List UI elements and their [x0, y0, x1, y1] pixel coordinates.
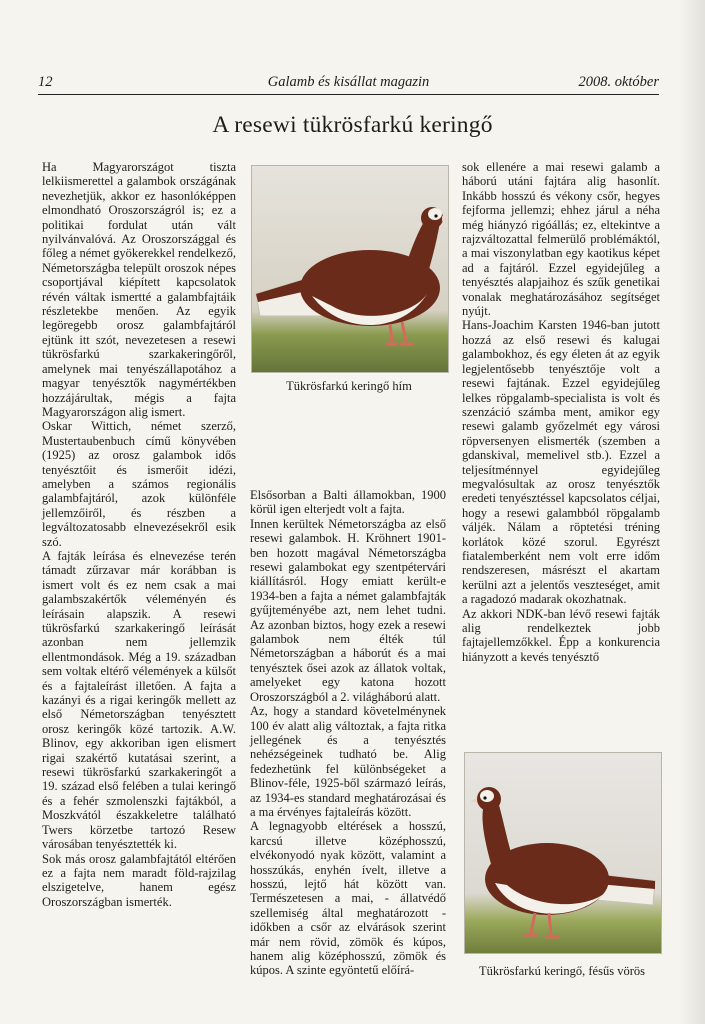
article-title: A resewi tükrösfarkú keringő: [212, 112, 493, 138]
paragraph: A fajták leírása és elnevezése terén támadt zűrzavar már korábban is ismert volt és ez nem csak a mai galambszakértők véleményén és leírásain alapszik. A resewi tükrösfarkú szarkakeringő leírását azonban nem jellemzik ellentmondások. Még a 19. században sem voltak eltérő vélemények a külsőt és a fajtaleírást illetően. A fajta a kazányi és a rigai keringők mellett az első Németországban tenyésztett orosz keringők közé tartozik. A.W. Blinov, egy akkoriban igen elismert rigai szakértő kutatásai szerint, a resewi tükrösfarkú szarkakeringőt a 19. század első felében a tulai keringő és a fehér szmolenszki fajtákból, a Moszkvától északkeletre található Twers körzetbe tartozó Resew városában tenyésztették ki.: [42, 548, 236, 852]
page-edge-shadow: [679, 0, 705, 1024]
pigeon-photo-1: [251, 165, 449, 373]
page-number: 12: [38, 74, 53, 90]
text-column-3: [462, 160, 660, 664]
photo-caption-2: Tükrösfarkú keringő, fésűs vörös: [479, 964, 645, 978]
pigeon-photo-2: [464, 752, 662, 954]
running-header: [38, 72, 659, 95]
paragraph: Az akkori NDK-ban lévő resewi fajták alig rendelkeztek jobb fajtajellemzőkkel. Épp a konkurencia hiányzott a kevés tenyésztő: [462, 606, 660, 664]
photo-caption-1: Tükrösfarkú keringő hím: [286, 379, 412, 393]
magazine-name: Galamb és kisállat magazin: [267, 74, 430, 90]
paragraph: Elsősorban a Balti államokban, 1900 körül igen elterjedt volt a fajta.: [250, 488, 446, 517]
paragraph: Az, hogy a standard követelménynek 100 év alatt alig változtak, a fajta ritka jellegének és a tenyésztés nehézségeinek tudható be. Alig fedezhetünk fel különbségeket a Blinov-féle, 1925-ből származó leírás, az 1934-es standard meghatározásai és a ma érvényes fajtaleírás között.: [250, 704, 446, 819]
pigeon-photo-icon: [465, 753, 661, 953]
issue-date: 2008. október: [578, 74, 659, 90]
paragraph: Sok más orosz galambfajtától eltérően ez a fajta nem maradt föld-rajzilag elszigetelve, hanem egész Oroszországban ismerték.: [42, 851, 236, 909]
paragraph: Oskar Wittich, német szerző, Mustertaubenbuch című könyvében (1925) az orosz galambok idős tenyésztőit és ismerőit idézi, amelyben a számos regionális galambfajtáról, azok különféle jellemzőiről, és részben a legváltozatosabb elnevezésekről esik szó.: [42, 419, 236, 549]
paragraph: Innen kerültek Németországba az első resewi galambok. H. Kröhnert 1901-ben hozott magával Németországba resewi galambokat egy szentpétervári kiállításról. Hogy emiatt került-e 1934-ben a fajta a német galambfajták gyűjteményébe azt, nem lehet tudni. Az azonban biztos, hogy ezek a resewi galambok nem élték túl Németországban a háborút és a mai tenyésztek ősei azok az állatok voltak, amelyeket egy katona hozott Oroszországból a 2. világháború alatt.: [250, 516, 446, 704]
text-column-1: [42, 160, 236, 909]
text-column-2: [250, 488, 446, 978]
paragraph: Ha Magyarországot tiszta lelkiismerettel a galambok országának nevezhetjük, akkor ez hasonlóképpen elmondható Oroszországról is; ez a politikai fordulat után vált nyilvánvalóvá. Az Oroszországgal és főleg a német gyökerekkel rendelkező, Németországba települt oroszok népes csoportjával kiépített kapcsolatok révén váltak ismertté a galambfajtáik részletekbe menően. Az egyik legöregebb orosz galambfajtáról ejtünk itt szót, nevezetesen a resewi tükrösfarkú szarkakeringőről, amelynek mai tenyészállapotához a magyar tenyésztők nagymértékben hozzájárultak, mégis a fajta Magyarországon alig ismert.: [42, 160, 237, 419]
paragraph: sok ellenére a mai resewi galamb a háború utáni fajtára alig hasonlít. Inkább hosszú és vékony csőr, hegyes fejforma jellemzi; ehhez járul a néha még hiányzó rigóállás; ez, eltekintve a rajzváltozattal felmerülő problémáktól, a mai viszonylatban egy kaotikus képet ad a fajtáról. Ezzel egyidejűleg a tenyésztés alapjaihoz és szűk genetikai vonalak meghatározásához segítséget nyújt.: [462, 160, 660, 319]
paragraph: A legnagyobb eltérések a hosszú, karcsú illetve középhosszú, elvékonyodó nyak között, valamint a hosszúkás, enyhén ívelt, illetve a hosszú, lejtő hát között van. Természetesen a mai, - állatvédő szellemiség által meghatározott - időkben a csőr az elvárások szerint már nem rövid, zömök és kúpos, hanem alig középhosszú, zömök és kúpos. A szinte egyöntetű előírá-: [250, 819, 446, 978]
paragraph: Hans-Joachim Karsten 1946-ban jutott hozzá az első resewi és kalugai galambokhoz, és egy életen át az egyik legjelentősebb tenyésztője volt a resewi fajtának. Ezzel egyidejűleg lelkes röpgalamb-specialista is volt és szenzáció számba ment, amikor egy resewi galamb győzelmét egy városi röpversenyen elismerték (szemben a gdanskival, memelivel stb.). Ezzel a teljesítménnyel egyidejűleg megvalósultak az orosz tenyésztők eredeti tenyésztéssel kapcsolatos céljai, hogy a resewi galambból röpgalamb váljék. Nálam a röptetési tréning korlátok közé szorul. Egyrészt fiatalemberként nem volt erre időm rendszeresen, másrészt el akartam kerülni azt a jelentős veszteséget, amit a ragadozó madarak okozhatnak.: [462, 318, 660, 607]
pigeon-photo-icon: [252, 166, 448, 372]
